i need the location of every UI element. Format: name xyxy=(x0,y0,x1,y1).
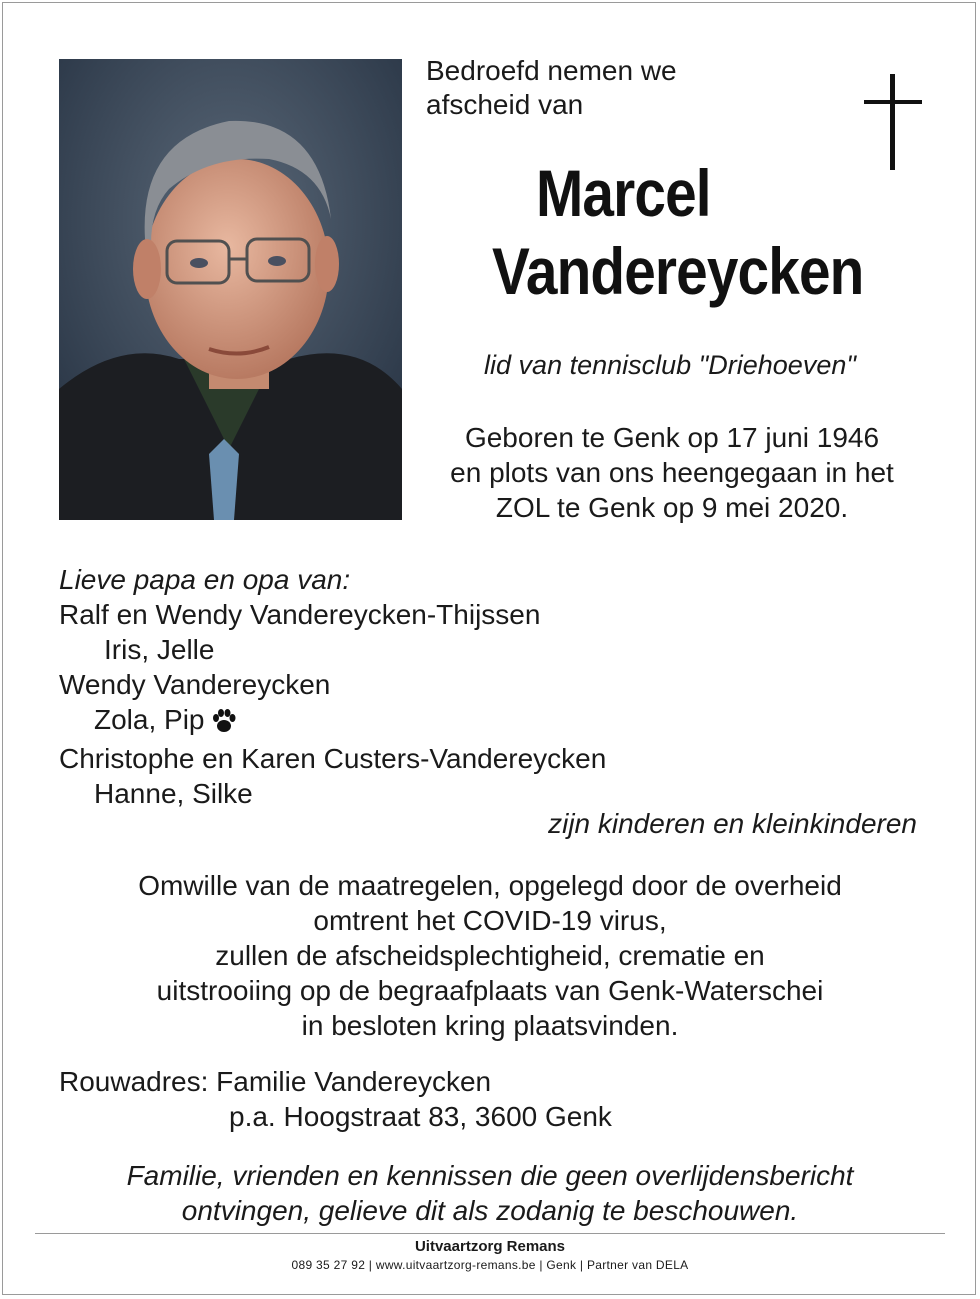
family-line: Iris, Jelle xyxy=(104,634,215,665)
address-line-1: Rouwadres: Familie Vandereycken xyxy=(59,1066,492,1097)
born-line-1: Geboren te Genk op 17 juni 1946 xyxy=(464,422,880,453)
address-line-2: p.a. Hoogstraat 83, 3600 Genk xyxy=(229,1101,612,1132)
covid-line: Omwille van de maatregelen, opgelegd door de overheid xyxy=(138,870,842,901)
closing-notice xyxy=(40,1158,940,1228)
birth-death-info xyxy=(420,420,924,525)
family-line: Wendy Vandereycken xyxy=(59,669,331,700)
footer-divider xyxy=(35,1233,945,1234)
club-membership: lid van tennisclub "Driehoeven" xyxy=(484,350,856,380)
covid-line: in besloten kring plaatsvinden. xyxy=(301,1010,679,1041)
intro-line-2: afscheid van xyxy=(426,89,584,120)
family-line: Zola, Pip xyxy=(94,704,205,735)
family-line-with-paw xyxy=(59,702,606,741)
kids-caption: zijn kinderen en kleinkinderen xyxy=(548,808,917,839)
covid-notice xyxy=(40,868,940,1043)
family-line: Christophe en Karen Custers-Vandereycken xyxy=(59,743,607,774)
portrait-photo xyxy=(59,59,402,520)
cross-icon xyxy=(864,74,922,170)
notice-line-1: Familie, vrienden en kennissen die geen overlijdensbericht xyxy=(126,1160,854,1191)
born-line-3: ZOL te Genk op 9 mei 2020. xyxy=(495,492,849,523)
mourning-address xyxy=(59,1064,612,1134)
undertaker-name: Uitvaartzorg Remans xyxy=(414,1238,566,1255)
deceased-first-name: Marcel xyxy=(536,156,711,230)
notice-line-2: ontvingen, gelieve dit als zodanig te beschouwen. xyxy=(181,1195,799,1226)
family-line: Ralf en Wendy Vandereycken-Thijssen xyxy=(59,599,541,630)
born-line-2: en plots van ons heengegaan in het xyxy=(450,457,894,488)
family-list xyxy=(59,562,606,811)
family-heading: Lieve papa en opa van: xyxy=(59,564,351,595)
covid-line: zullen de afscheidsplechtigheid, crematie en xyxy=(215,940,765,971)
family-line: Hanne, Silke xyxy=(94,778,253,809)
deceased-last-name: Vandereycken xyxy=(492,234,864,308)
intro-text xyxy=(426,54,677,122)
covid-line: omtrent het COVID-19 virus, xyxy=(313,905,667,936)
intro-line-1: Bedroefd nemen we xyxy=(426,55,677,86)
covid-line: uitstrooiing op de begraafplaats van Genk-Waterschei xyxy=(156,975,824,1006)
undertaker-contact: 089 35 27 92 | www.uitvaartzorg-remans.be | Genk | Partner van DELA xyxy=(291,1258,689,1272)
paw-print-icon xyxy=(211,706,237,741)
